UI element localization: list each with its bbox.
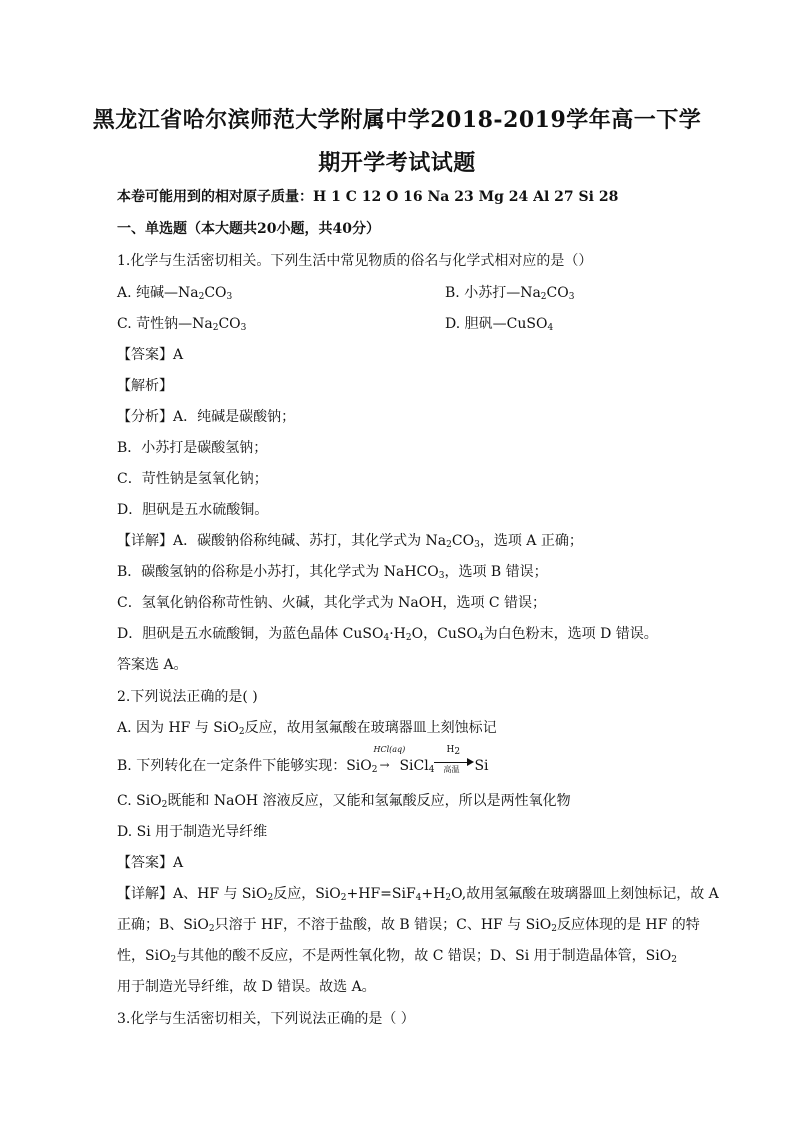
q2-option-b-2: SiCl (399, 758, 429, 774)
q2-detail-line1 (117, 883, 719, 903)
q1-detail-4c: O，CuSO (411, 626, 478, 642)
q1-fenxi-2: B．小苏打是碳酸氢钠； (117, 440, 268, 456)
q1-analysis-label: 【解析】 (117, 378, 173, 394)
q1-option-a-text: A. 纯碱—Na (117, 285, 199, 301)
q1-answer: 【答案】A (117, 347, 184, 363)
q2-option-d: D. Si 用于制造光导纤维 (117, 824, 268, 840)
co-text: CO (204, 285, 227, 301)
q2-detail-l2-3: 反应体现的是 HF 的特 (556, 917, 700, 933)
q1-detail-2a: B．碳酸氢钠的俗称是小苏打，其化学式为 NaHCO (117, 564, 439, 580)
sub: 4 (415, 893, 422, 903)
arrow-2-top-h: H (446, 745, 455, 755)
q1-detail-4b: ·H (389, 626, 406, 642)
sub: 2 (267, 893, 274, 903)
q2-detail-3: +HF=SiF (346, 886, 416, 902)
q2-option-c (117, 790, 571, 810)
arrow-2-bottom: 高温 (443, 765, 460, 774)
sub: 4 (428, 765, 435, 775)
co-text: CO (546, 285, 569, 301)
arrow-right-icon: → (379, 758, 390, 772)
sub: 4 (547, 323, 554, 333)
q1-detail-3: C．氢氧化钠俗称苛性钠、火碱，其化学式为 NaOH，选项 C 错误； (117, 595, 547, 611)
q2-option-a (117, 717, 497, 737)
sub: 2 (445, 893, 452, 903)
sub: 2 (671, 955, 677, 965)
sub: 2 (170, 955, 177, 965)
q1-detail-2 (117, 561, 548, 581)
q1-detail-4 (117, 623, 658, 643)
q2-option-b-1: B. 下列转化在一定条件下能够实现：SiO (117, 758, 372, 774)
q2-option-b (117, 745, 489, 775)
q2-detail-l3-2: 与其他的酸不反应，不是两性氧化物，故 C 错误；D、Si 用于制造晶体管，SiO (176, 948, 672, 964)
q2-detail-4: +H (421, 886, 446, 902)
sub: 2 (551, 924, 557, 934)
sub: 4 (477, 633, 484, 643)
reaction-arrow-2 (434, 745, 474, 774)
q1-detail-4d: 为白色粉末，选项 D 错误。 (483, 626, 658, 642)
q1-option-c (117, 313, 246, 333)
sub: 2 (212, 323, 219, 333)
reaction-arrow-1 (373, 745, 406, 772)
q2-detail-l2-1: 正确；B、SiO (117, 917, 209, 933)
question-3-stem: 3.化学与生活密切相关，下列说法正确的是（ ） (117, 1011, 415, 1027)
q2-detail-2: 反应，SiO (273, 886, 341, 902)
q2-option-c-2: 既能和 NaOH 溶液反应，又能和氢氟酸反应，所以是两性氧化物 (167, 793, 571, 809)
co-text: CO (451, 533, 475, 549)
sub: 2 (238, 727, 245, 737)
sub: 2 (405, 633, 412, 643)
arrow-head-icon (467, 758, 474, 766)
sub: 3 (240, 323, 247, 333)
q2-detail-l2-2: 只溶于 HF，不溶于盐酸，故 B 错误；C、HF 与 SiO (214, 917, 552, 933)
sub: 2 (198, 292, 205, 302)
q1-option-b-text: B. 小苏打—Na (445, 285, 541, 301)
sub: 2 (161, 800, 168, 810)
q2-detail-1: 【详解】A、HF 与 SiO (117, 886, 268, 902)
q2-detail-l3-1: 性，SiO (117, 948, 171, 964)
sub: 3 (474, 540, 480, 550)
sub: 2 (540, 292, 547, 302)
q2-detail-line2 (117, 914, 700, 934)
q1-detail-1a: 【详解】A．碳酸钠俗称纯碱、苏打，其化学式为 Na (117, 533, 447, 549)
question-2-stem: 2.下列说法正确的是( ) (117, 689, 258, 705)
sub: 4 (383, 633, 390, 643)
question-1-stem: 1.化学与生活密切相关。下列生活中常见物质的俗名与化学式相对应的是（） (117, 253, 593, 269)
sub: 2 (454, 747, 461, 757)
q2-option-a-2: 反应，故用氢氟酸在玻璃器皿上刻蚀标记 (244, 720, 497, 736)
q1-option-a (117, 282, 232, 302)
arrow-shaft (434, 762, 470, 763)
arrow-1-label: HCl(aq) (373, 745, 406, 754)
q1-detail-1 (117, 530, 583, 550)
sub: 2 (208, 924, 215, 934)
sub: 2 (446, 540, 452, 550)
q1-option-c-text: C. 苛性钠—Na (117, 316, 213, 332)
q1-fenxi-4: D．胆矾是五水硫酸铜。 (117, 502, 269, 518)
q1-final: 答案选 A。 (117, 657, 188, 673)
arrow-2-top (446, 745, 460, 757)
q1-option-d (445, 313, 553, 333)
q1-detail-1b: ，选项 A 正确； (479, 533, 583, 549)
q1-detail-4a: D．胆矾是五水硫酸铜，为蓝色晶体 CuSO (117, 626, 384, 642)
q2-detail-line4: 用于制造光导纤维，故 D 错误。故选 A。 (117, 979, 376, 995)
q2-detail-5: O,故用氢氟酸在玻璃器皿上刻蚀标记，故 A (451, 886, 719, 902)
atomic-mass-note: 本卷可能用到的相对原子质量：H 1 C 12 O 16 Na 23 Mg 24 Al 27 Si 28 (117, 189, 619, 205)
sub: 2 (371, 765, 378, 775)
q2-option-c-1: C. SiO (117, 793, 162, 809)
section-heading: 一、单选题（本大题共20小题，共40分） (117, 221, 380, 237)
co-text: CO (218, 316, 241, 332)
sub: 3 (438, 571, 445, 581)
page-title-line2: 期开学考试试题 (318, 150, 476, 176)
sub: 2 (340, 893, 347, 903)
q2-option-b-3: Si (474, 758, 489, 774)
q1-option-d-text: D. 胆矾—CuSO (445, 316, 548, 332)
q1-option-b (445, 282, 574, 302)
q1-fenxi-3: C．苛性钠是氢氧化钠； (117, 471, 268, 487)
page-title-line1: 黑龙江省哈尔滨师范大学附属中学2018-2019学年高一下学 (92, 107, 702, 133)
q1-fenxi-1: 【分析】A．纯碱是碳酸钠； (117, 409, 296, 425)
q2-option-a-1: A. 因为 HF 与 SiO (117, 720, 239, 736)
q2-detail-line3 (117, 945, 677, 965)
sub: 3 (226, 292, 233, 302)
sub: 3 (568, 292, 575, 302)
q1-detail-2b: ，选项 B 错误； (444, 564, 548, 580)
q2-answer: 【答案】A (117, 855, 184, 871)
